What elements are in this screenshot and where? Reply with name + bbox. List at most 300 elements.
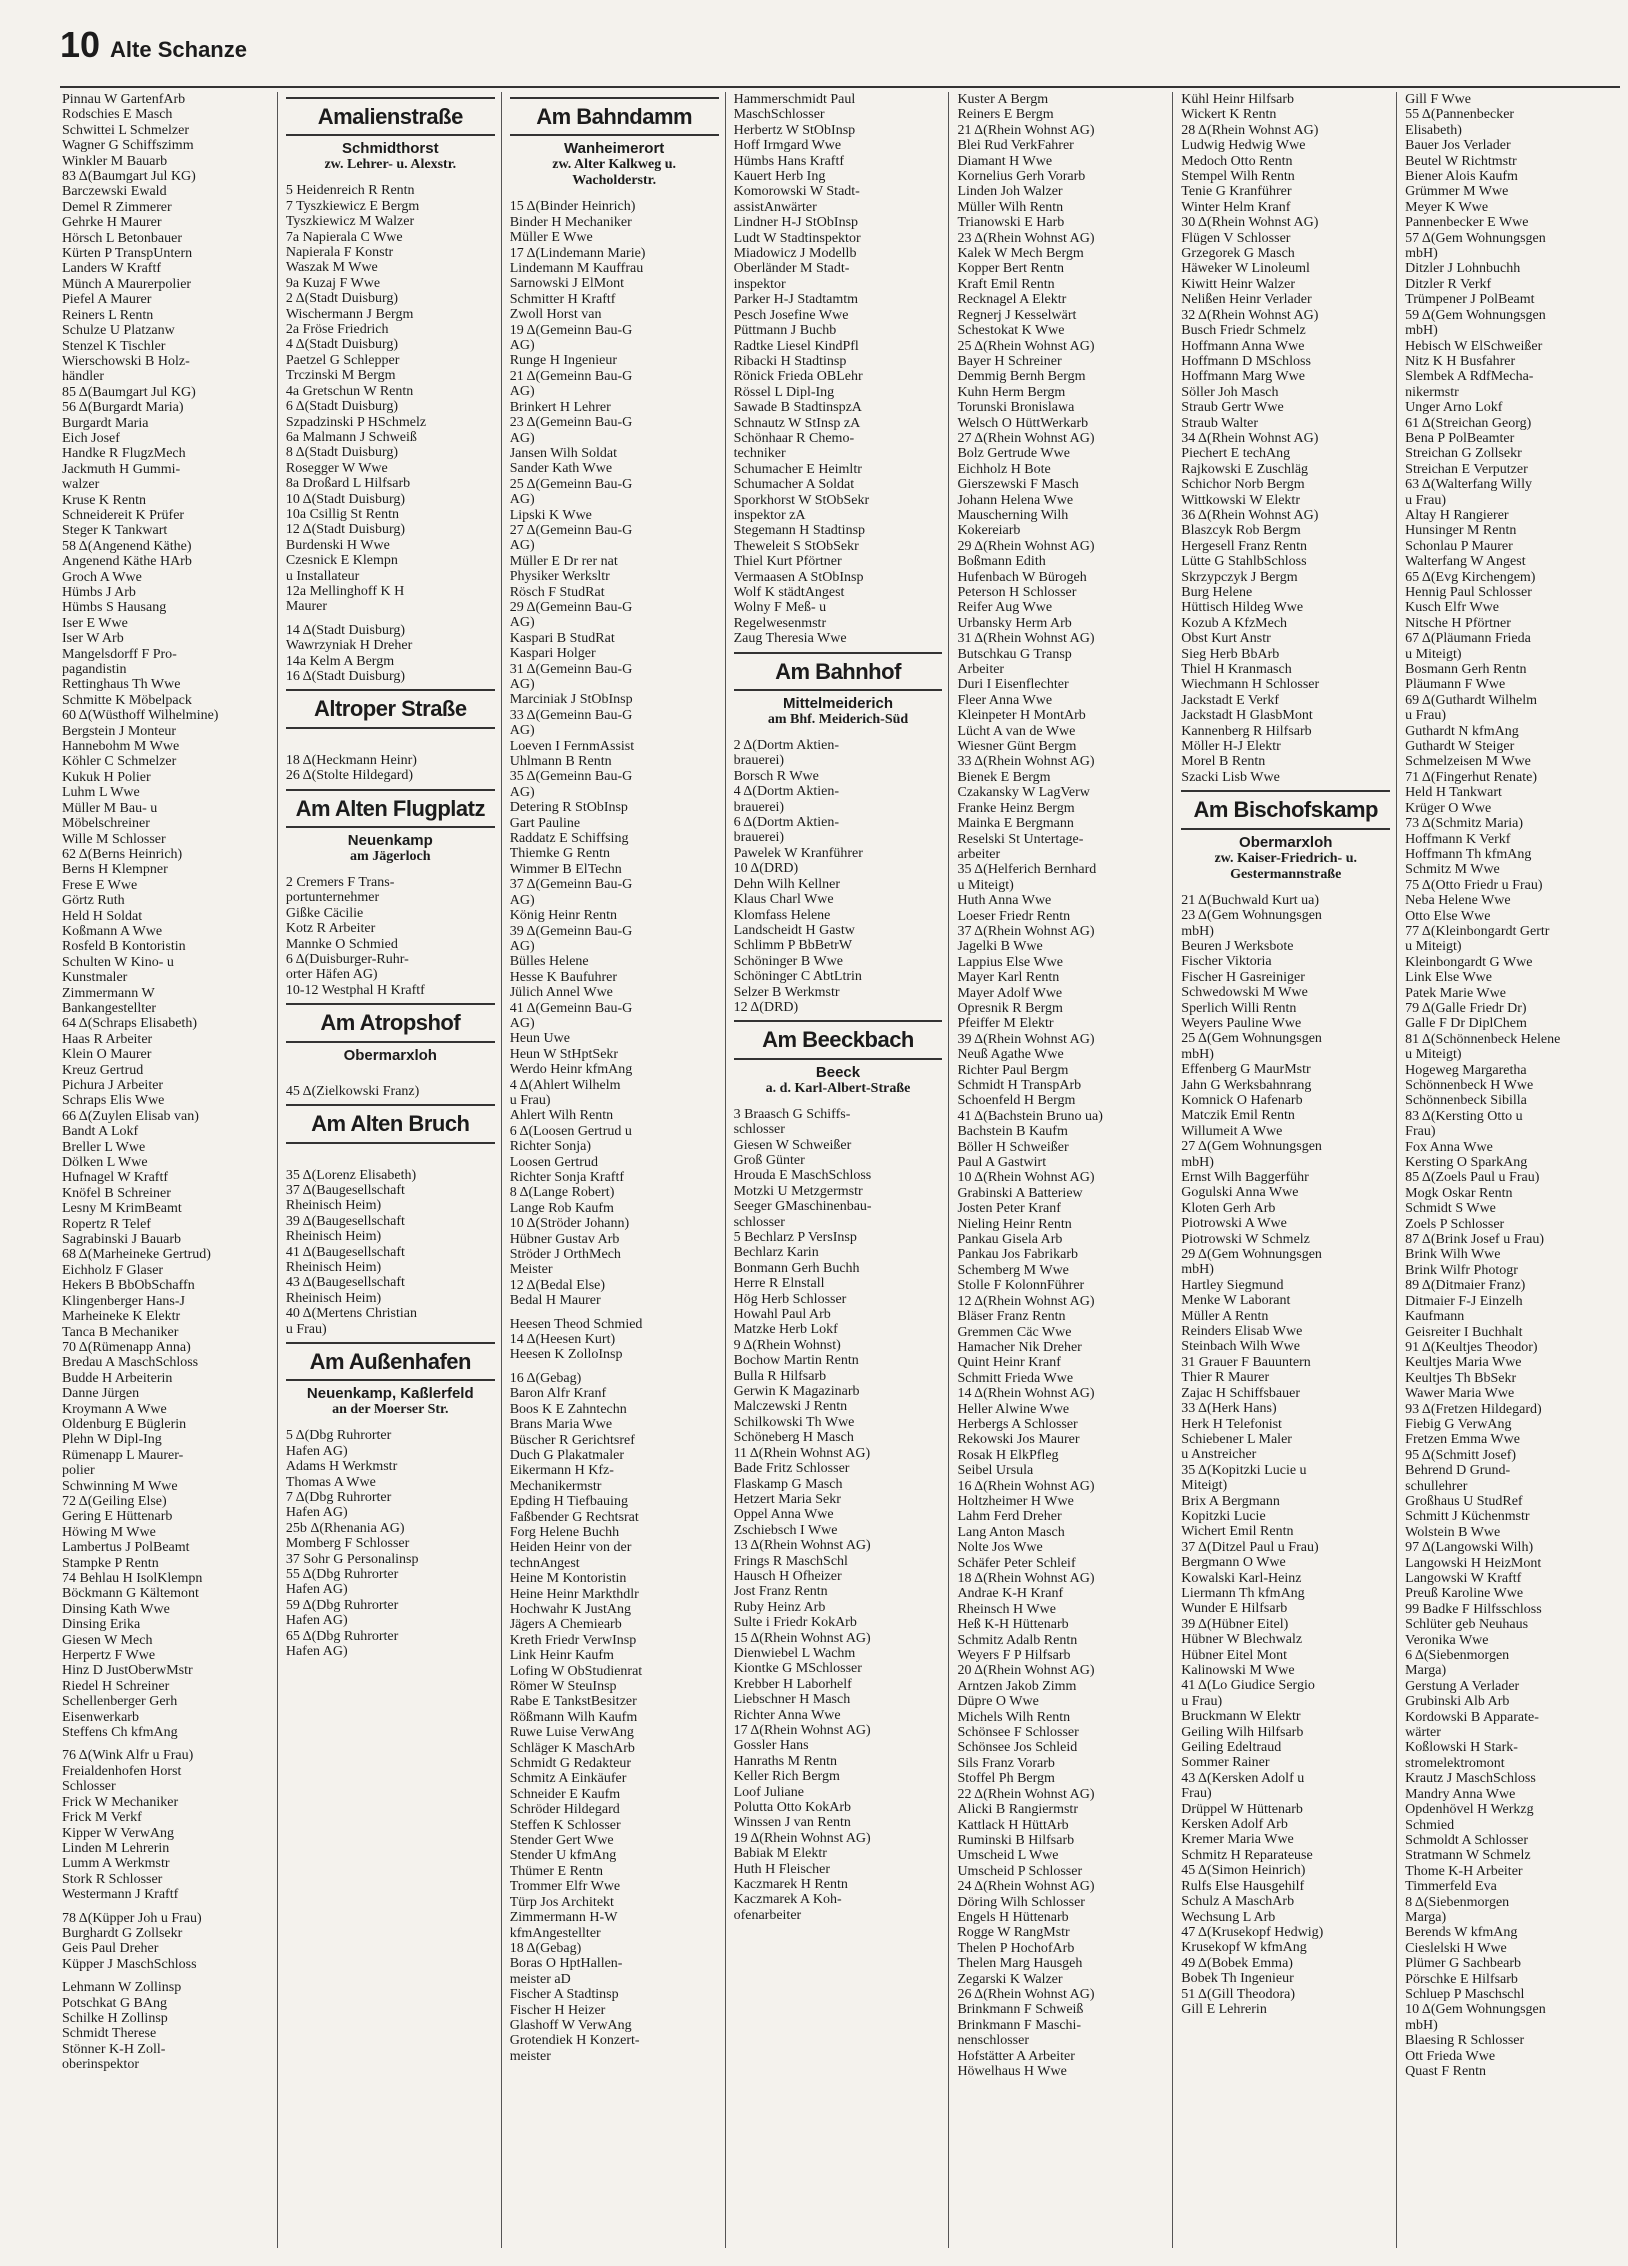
directory-entry: 32 Δ(Rhein Wohnst AG) xyxy=(1181,307,1319,323)
directory-entry: Ruminski B Hilfsarb xyxy=(957,1832,1075,1848)
directory-entry: 21 Δ(Buchwald Kurt ua) xyxy=(1181,892,1319,908)
directory-entry: Demel R Zimmerer xyxy=(62,199,172,215)
street-name: Am Bahnhof xyxy=(775,658,901,684)
directory-entry: Menke W Laborant xyxy=(1181,1293,1291,1309)
directory-entry: Fleer Anna Wwe xyxy=(957,692,1053,708)
directory-entry: 63 Δ(Walterfang Willy xyxy=(1405,477,1532,493)
directory-entry: Stolle F KolonnFührer xyxy=(957,1278,1085,1294)
directory-entry: Kozub A KfzMech xyxy=(1181,615,1288,631)
directory-entry: Steger K Tankwart xyxy=(62,523,168,539)
directory-entry: 41 Δ(Gemeinn Bau-G xyxy=(509,1000,633,1016)
street-rule xyxy=(286,134,495,136)
directory-entry: Rosegger W Wwe xyxy=(285,460,388,476)
directory-entry: Rheinisch Heim) xyxy=(285,1259,382,1275)
directory-entry: portunternehmer xyxy=(285,890,380,906)
directory-entry: Jägers A Chemiearb xyxy=(509,1617,622,1633)
directory-entry: 17 Δ(Rhein Wohnst AG) xyxy=(733,1723,871,1738)
directory-entry: 26 Δ(Stolte Hildegard) xyxy=(285,768,414,784)
directory-entry: Jackstadt E Verkf xyxy=(1181,692,1280,708)
directory-entry: Schmidt Therese xyxy=(62,2026,157,2042)
directory-entry: 9a Kuzaj F Wwe xyxy=(285,275,381,291)
directory-entry: 16 Δ(Rhein Wohnst AG) xyxy=(957,1478,1095,1494)
directory-entry: Müller Wilh Rentn xyxy=(957,199,1064,215)
directory-entry: 12a Mellinghoff K H xyxy=(285,583,405,599)
directory-entry: Streichan E Verputzer xyxy=(1405,461,1528,477)
directory-entry: Klein O Maurer xyxy=(62,1047,152,1063)
directory-entry: Söller Joh Masch xyxy=(1181,384,1279,400)
directory-entry: Reiners E Bergm xyxy=(957,107,1054,123)
directory-entry: Schmitte K Möbelpack xyxy=(62,692,192,708)
directory-entry: AG) xyxy=(509,615,535,631)
directory-entry: Kaufmann xyxy=(1405,1309,1465,1325)
directory-entry: Liermann Th kfmAng xyxy=(1181,1585,1305,1601)
directory-entry: kfmAngestellter xyxy=(509,1925,601,1941)
directory-entry: Brinkmann F Maschi- xyxy=(957,2017,1082,2033)
directory-entry: Krautz J MaschSchloss xyxy=(1405,1771,1536,1787)
directory-entry: Rabe E TankstBesitzer xyxy=(509,1694,637,1710)
directory-entry: Marheineke K Elektr xyxy=(62,1309,181,1325)
directory-entry: Plümer G Sachbearb xyxy=(1405,1956,1522,1972)
directory-entry: Thelen P HochofArb xyxy=(957,1940,1075,1956)
directory-entry: Bade Fritz Schlosser xyxy=(733,1461,850,1477)
directory-entry: Schumacher E Heimltr xyxy=(733,461,862,477)
directory-entry: Brink Wilh Wwe xyxy=(1405,1247,1501,1263)
directory-entry: Schwinning M Wwe xyxy=(62,1478,178,1494)
directory-entry: Döring Wilh Schlosser xyxy=(957,1894,1085,1910)
directory-entry: Eichholz H Bote xyxy=(957,461,1051,477)
header-rule xyxy=(60,86,1620,88)
directory-entry: 4 Δ(Dortm Aktien- xyxy=(733,784,840,800)
directory-entry: Regnerj J Kesselwärt xyxy=(957,307,1077,323)
directory-entry: Skrzypczyk J Bergm xyxy=(1181,569,1298,585)
directory-entry: Dinsing Erika xyxy=(62,1617,141,1633)
directory-entry: AG) xyxy=(509,723,535,739)
directory-entry: Krebber H Laborhelf xyxy=(733,1676,852,1692)
directory-entry: meister xyxy=(509,2048,551,2064)
directory-entry: Frick M Verkf xyxy=(62,1810,142,1826)
directory-entry: 27 Δ(Rhein Wohnst AG) xyxy=(957,430,1095,446)
directory-entry: Wittkowski W Elektr xyxy=(1181,492,1300,508)
directory-entry: Detering R StObInsp xyxy=(509,800,628,816)
directory-entry: 18 Δ(Heckmann Heinr) xyxy=(285,752,417,768)
directory-entry: 68 Δ(Marheineke Gertrud) xyxy=(62,1247,211,1263)
district-name: Beeck xyxy=(815,1063,861,1081)
directory-entry: Walterfang W Angest xyxy=(1405,554,1526,570)
directory-entry: 10a Csillig St Rentn xyxy=(285,506,400,522)
directory-entry: Rosfeld B Kontoristin xyxy=(62,939,186,955)
directory-entry: Recknagel A Elektr xyxy=(957,292,1067,308)
directory-entry: Kuhn Herm Bergm xyxy=(957,384,1066,400)
directory-entry: Boos K E Zahntechn xyxy=(509,1401,627,1417)
directory-entry: Lambertus J PolBeamt xyxy=(62,1540,190,1556)
directory-entry: Rösch F StudRat xyxy=(509,584,605,600)
directory-entry: Cieslelski H Wwe xyxy=(1405,1940,1507,1956)
directory-entry: Schönnenbeck H Wwe xyxy=(1405,1078,1534,1093)
directory-entry: Gart Pauline xyxy=(509,815,581,831)
directory-entry: 85 Δ(Baumgart Jul KG) xyxy=(62,384,196,400)
directory-entry: Johann Helena Wwe xyxy=(957,492,1074,508)
directory-entry: Gierszewski F Masch xyxy=(957,477,1079,493)
directory-entry: Hochwahr K JustAng xyxy=(509,1601,632,1617)
directory-entry: Stegemann H Stadtinsp xyxy=(733,523,866,539)
directory-entry: Höwelhaus H Wwe xyxy=(957,2064,1067,2079)
directory-entry: AG) xyxy=(509,384,535,400)
street-location: zw. Lehrer- u. Alexstr. xyxy=(324,157,457,173)
directory-entry: Römer W SteuInsp xyxy=(509,1679,617,1694)
directory-entry: Straub Walter xyxy=(1181,415,1259,431)
directory-entry: Ruwe Luise VerwAng xyxy=(509,1725,634,1741)
directory-entry: 31 Δ(Rhein Wohnst AG) xyxy=(957,631,1095,647)
directory-entry: 85 Δ(Zoels Paul u Frau) xyxy=(1405,1170,1540,1186)
directory-entry: 11 Δ(Rhein Wohnst AG) xyxy=(733,1445,871,1461)
street-heading xyxy=(286,97,495,173)
directory-entry: 78 Δ(Küpper Joh u Frau) xyxy=(62,1910,202,1926)
directory-entry: 10 Δ(Rhein Wohnst AG) xyxy=(957,1170,1095,1186)
directory-entry: Kroymann A Wwe xyxy=(62,1401,167,1417)
directory-entry: 39 Δ(Gemeinn Bau-G xyxy=(509,923,633,939)
directory-entry: 72 Δ(Geiling Else) xyxy=(62,1493,167,1509)
street-rule xyxy=(286,727,495,729)
directory-entry: Bruckmann W Elektr xyxy=(1181,1709,1301,1725)
directory-entry: Tanca B Mechaniker xyxy=(62,1324,179,1340)
directory-entry: Lücht A van de Wwe xyxy=(957,723,1076,739)
directory-entry: 12 Δ(Bedal Else) xyxy=(509,1277,606,1293)
directory-entry: Opresnik R Bergm xyxy=(957,1000,1063,1016)
directory-entry: stromelektromont xyxy=(1405,1755,1505,1771)
directory-entry: Beutel W Richtmstr xyxy=(1405,153,1517,169)
directory-entry: Borsch R Wwe xyxy=(733,768,819,784)
directory-entry: Schiebener L Maler xyxy=(1181,1431,1292,1447)
directory-entry: Blaesing R Schlosser xyxy=(1405,2033,1525,2049)
directory-entry: Rettinghaus Th Wwe xyxy=(62,677,181,693)
directory-entry: Frings R MaschSchl xyxy=(733,1553,848,1569)
directory-entry: Geiling Edeltraud xyxy=(1181,1740,1282,1756)
directory-entry: Kotz R Arbeiter xyxy=(285,921,376,937)
directory-entry: 35 Δ(Lorenz Elisabeth) xyxy=(285,1167,417,1183)
directory-entry: Wille M Schlosser xyxy=(62,831,166,847)
directory-entry: Bochow Martin Rentn xyxy=(733,1353,859,1369)
directory-entry: u Anstreicher xyxy=(1181,1447,1257,1463)
directory-entry: Opdenhövel H Werkzg xyxy=(1405,1802,1534,1818)
directory-entry: Piechert E techAng xyxy=(1181,446,1291,462)
directory-entry: Szacki Lisb Wwe xyxy=(1181,769,1280,785)
directory-entry: Höwing M Wwe xyxy=(62,1524,156,1540)
directory-entry: 27 Δ(Gem Wohnungsgen xyxy=(1181,1139,1322,1155)
directory-entry: Waszak M Wwe xyxy=(285,260,378,276)
directory-entry: Meyer K Wwe xyxy=(1405,199,1489,215)
street-name: Am Bahndamm xyxy=(536,104,693,129)
directory-entry: Rheinisch Heim) xyxy=(285,1290,382,1306)
directory-entry: Adams H Werkmstr xyxy=(285,1459,398,1475)
street-name: Am Beeckbach xyxy=(762,1027,914,1053)
directory-entry: Gißke Cäcilie xyxy=(285,905,364,921)
directory-entry: u Frau) xyxy=(1405,492,1446,508)
directory-entry: Hümbs J Arb xyxy=(62,585,136,600)
directory-entry: Michels Wilh Rentn xyxy=(957,1709,1071,1725)
directory-entry: Richter Paul Bergm xyxy=(957,1062,1069,1078)
directory-entry: 23 Δ(Rhein Wohnst AG) xyxy=(957,230,1095,246)
directory-entry: 26 Δ(Rhein Wohnst AG) xyxy=(957,1986,1095,2002)
directory-entry: Geisreiter I Buchhalt xyxy=(1405,1324,1523,1340)
directory-entry: Steffen K Schlosser xyxy=(509,1817,621,1833)
street-rule xyxy=(510,97,719,99)
directory-entry: Effenberg G MaurMstr xyxy=(1181,1062,1311,1078)
street-rule xyxy=(286,1342,495,1344)
directory-entry: Schönsee F Schlosser xyxy=(957,1725,1079,1741)
directory-entry: 71 Δ(Fingerhut Renate) xyxy=(1405,769,1538,785)
directory-entry: polier xyxy=(62,1463,95,1479)
directory-entry: Huth H Fleischer xyxy=(733,1861,831,1877)
directory-entry: Ruby Heinz Arb xyxy=(733,1599,826,1615)
directory-entry: Zoels P Schlosser xyxy=(1405,1216,1505,1232)
directory-entry: Hög Herb Schlosser xyxy=(733,1291,847,1307)
directory-entry: Flügen V Schlosser xyxy=(1181,230,1291,246)
directory-entry: Hesse K Baufuhrer xyxy=(509,969,618,985)
directory-entry: Rulfs Else Hausgehilf xyxy=(1181,1878,1305,1894)
directory-entry: Winssen J van Rentn xyxy=(733,1815,851,1831)
directory-entry: Neba Helene Wwe xyxy=(1405,893,1511,909)
directory-entry: Blaszcyk Rob Bergm xyxy=(1181,523,1301,539)
directory-entry: 12 Δ(Rhein Wohnst AG) xyxy=(957,1293,1095,1309)
directory-entry: Matzke Herb Lokf xyxy=(733,1322,838,1338)
directory-entry: 49 Δ(Bobek Emma) xyxy=(1181,1955,1293,1971)
directory-entry: Ludt W Stadtinspektor xyxy=(733,230,861,246)
page-header xyxy=(60,24,247,64)
directory-entry: Mainka E Bergmann xyxy=(957,816,1074,832)
directory-entry: 12 Δ(DRD) xyxy=(733,999,799,1015)
directory-entry: 67 Δ(Pläumann Frieda xyxy=(1405,631,1531,647)
directory-entry: Brans Maria Wwe xyxy=(509,1417,613,1433)
directory-entry: Bienek E Bergm xyxy=(957,769,1051,785)
directory-entry: meister aD xyxy=(509,1971,571,1987)
directory-entry: Schöninger B Wwe xyxy=(733,953,843,969)
directory-entry: Hunsinger M Rentn xyxy=(1405,523,1517,539)
directory-entry: Fischer A Stadtinsp xyxy=(509,1987,619,2003)
directory-entry: 33 Δ(Herk Hans) xyxy=(1181,1401,1277,1417)
directory-entry: Kersken Adolf Arb xyxy=(1181,1817,1288,1833)
directory-entry: Hübner Eitel Mont xyxy=(1181,1647,1288,1663)
directory-entry: 91 Δ(Keultjes Theodor) xyxy=(1405,1339,1538,1355)
directory-entry: Babiak M Elektr xyxy=(733,1846,827,1862)
directory-entry: brauerei) xyxy=(733,830,785,846)
directory-entry: Frau) xyxy=(1405,1124,1436,1140)
directory-entry: Burghardt G Zollsekr xyxy=(62,1925,183,1941)
directory-entry: Rheinsch H Wwe xyxy=(957,1601,1056,1617)
directory-entry: u Installateur xyxy=(285,568,360,584)
directory-entry: Jahn G Werksbahnrang xyxy=(1181,1077,1312,1093)
directory-entry: Pfeiffer M Elektr xyxy=(957,1016,1054,1032)
directory-entry: 56 Δ(Burgardt Maria) xyxy=(62,400,184,416)
directory-entry: Schmidt G Redakteur xyxy=(509,1756,632,1772)
directory-entry: Hoff Irmgard Wwe xyxy=(733,138,842,154)
street-rule xyxy=(1181,790,1390,792)
directory-entry: u Miteigt) xyxy=(1405,939,1462,955)
directory-entry: Bonmann Gerh Buchh xyxy=(733,1260,860,1276)
directory-entry: Mayer Adolf Wwe xyxy=(957,985,1063,1001)
directory-entry: Liebschner H Masch xyxy=(733,1692,851,1708)
directory-entry: 30 Δ(Rhein Wohnst AG) xyxy=(1181,215,1319,231)
directory-entry: Kaczmarek H Rentn xyxy=(733,1877,848,1893)
directory-entry: Jagelki B Wwe xyxy=(957,939,1043,955)
directory-entry: Keultjes Maria Wwe xyxy=(1405,1355,1522,1371)
directory-entry: 37 Sohr G Personalinsp xyxy=(285,1551,419,1567)
directory-entry: Momberg F Schlosser xyxy=(285,1536,410,1552)
directory-entry: händler xyxy=(62,369,104,385)
directory-entry: 3 Braasch G Schiffs- xyxy=(733,1106,851,1122)
directory-entry: Sagrabinski J Bauarb xyxy=(62,1232,181,1248)
directory-entry: Weyers F P Hilfsarb xyxy=(957,1648,1071,1664)
directory-entry: mbH) xyxy=(1405,2017,1438,2033)
directory-entry: Schluep P Maschschl xyxy=(1405,1986,1525,2002)
directory-entry: Link Else Wwe xyxy=(1405,970,1492,986)
directory-entry: 6a Malmann J Schweiß xyxy=(285,429,417,445)
directory-entry: Schilkowski Th Wwe xyxy=(733,1414,855,1430)
directory-entry: 7 Tyszkiewicz E Bergm xyxy=(285,198,420,214)
directory-entry: Berends W kfmAng xyxy=(1405,1925,1518,1941)
directory-entry: Kuster A Bergm xyxy=(957,92,1049,107)
directory-entry: Piotrowski A Wwe xyxy=(1181,1216,1287,1232)
directory-entry: Koßlowski H Stark- xyxy=(1405,1740,1518,1756)
directory-entry: Linden Joh Walzer xyxy=(957,184,1063,200)
directory-entry: Raddatz E Schiffsing xyxy=(509,831,629,847)
directory-entry: AG) xyxy=(509,338,535,354)
directory-entry: Kunstmaler xyxy=(62,970,128,986)
directory-entry: Gerstung A Verlader xyxy=(1405,1678,1520,1694)
directory-entry: Schmitt Frieda Wwe xyxy=(957,1370,1074,1386)
directory-entry: Richter Anna Wwe xyxy=(733,1707,841,1723)
street-location: am Bhf. Meiderich-Süd xyxy=(767,712,909,728)
directory-entry: Schlüter geb Neuhaus xyxy=(1405,1617,1529,1633)
directory-entry: Fiebig G VerwAng xyxy=(1405,1416,1512,1432)
directory-entry: Herbergs A Schlosser xyxy=(957,1416,1078,1432)
directory-entry: Kloten Gerh Arb xyxy=(1181,1200,1276,1216)
directory-entry: Wawer Maria Wwe xyxy=(1405,1386,1515,1402)
directory-entry: Hufnagel W Kraftf xyxy=(62,1170,168,1186)
directory-entry: 15 Δ(Binder Heinrich) xyxy=(509,199,636,215)
directory-entry: 28 Δ(Rhein Wohnst AG) xyxy=(1181,122,1319,138)
directory-entry: Brink Wilfr Photogr xyxy=(1405,1262,1518,1278)
street-rule xyxy=(286,97,495,99)
directory-entry: Straub Gertr Wwe xyxy=(1181,400,1284,416)
directory-entry: Trianowski E Harb xyxy=(957,215,1065,231)
street-rule xyxy=(734,652,943,654)
directory-entry: Arbeiter xyxy=(957,662,1005,678)
directory-entry: Kopitzki Lucie xyxy=(1181,1508,1266,1524)
directory-entry: Burdenski H Wwe xyxy=(285,537,390,553)
directory-entry: Reselski St Untertage- xyxy=(957,831,1084,847)
directory-entry: mbH) xyxy=(1405,323,1438,339)
directory-entry: Kiontke G MSchlosser xyxy=(733,1661,862,1677)
directory-entry: Held H Tankwart xyxy=(1405,785,1502,801)
directory-entry: Marciniak J StObInsp xyxy=(509,692,633,708)
directory-entry: mbH) xyxy=(1181,1046,1214,1062)
directory-entry: Willumeit A Wwe xyxy=(1181,1123,1283,1139)
directory-entry: 93 Δ(Fretzen Hildegard) xyxy=(1405,1401,1542,1417)
street-rule xyxy=(734,1020,943,1022)
directory-entry: Westermann J Kraftf xyxy=(62,1887,179,1903)
directory-entry: Reiners L Rentn xyxy=(62,307,154,323)
directory-entry: Iser W Arb xyxy=(62,631,124,647)
directory-entry: Schestokat K Wwe xyxy=(957,323,1065,339)
directory-entry: Behrend D Grund- xyxy=(1405,1463,1511,1479)
directory-entry: Bauer Jos Verlader xyxy=(1405,138,1511,154)
directory-entry: Lesny M KrimBeamt xyxy=(62,1201,182,1217)
directory-entry: Krusekopf W kfmAng xyxy=(1181,1940,1307,1956)
street-name: Am Außenhafen xyxy=(309,1348,471,1374)
directory-entry: Frau) xyxy=(1181,1786,1212,1802)
directory-entry: Pannenbecker E Wwe xyxy=(1405,215,1529,231)
directory-entry: Galle F Dr DiplChem xyxy=(1405,1016,1527,1032)
directory-entry: Kalek W Mech Bergm xyxy=(957,246,1084,262)
directory-entry: inspektor zA xyxy=(733,507,806,523)
directory-entry: Schäfer Peter Schleif xyxy=(957,1555,1076,1571)
directory-entry: 45 Δ(Zielkowski Franz) xyxy=(285,1083,420,1099)
directory-entry: 35 Δ(Kopitzki Lucie u xyxy=(1181,1462,1307,1478)
directory-entry: 16 Δ(Gebag) xyxy=(509,1370,582,1386)
directory-entry: 41 Δ(Lo Giudice Sergio xyxy=(1181,1678,1315,1694)
directory-entry: Breller L Wwe xyxy=(62,1139,146,1155)
directory-entry: Bobek Th Ingenieur xyxy=(1181,1971,1294,1987)
directory-entry: 74 Behlau H IsolKlempn xyxy=(62,1571,203,1586)
directory-entry: Möbelschreiner xyxy=(62,816,150,832)
directory-entry: Urbansky Herm Arb xyxy=(957,615,1072,631)
directory-entry: Thelen Marg Hausgeh xyxy=(957,1956,1083,1972)
directory-entry: 89 Δ(Ditmaier Franz) xyxy=(1405,1278,1526,1294)
street-rule xyxy=(286,689,495,691)
directory-entry: 35 Δ(Helferich Bernhard xyxy=(957,862,1097,878)
column-2 xyxy=(277,92,501,2248)
directory-entry: Hanraths M Rentn xyxy=(733,1753,838,1769)
directory-entry: Zimmermann W xyxy=(62,985,155,1001)
directory-entry: Hafen AG) xyxy=(285,1613,348,1629)
directory-entry: 43 Δ(Kersken Adolf u xyxy=(1181,1770,1305,1786)
directory-entry: Schmoldt A Schlosser xyxy=(1405,1832,1529,1848)
directory-entry: Werdo Heinr kfmAng xyxy=(509,1062,633,1078)
street-rule xyxy=(1181,828,1390,830)
directory-entry: Bülles Helene xyxy=(509,954,589,970)
directory-entry: 29 Δ(Gem Wohnungsgen xyxy=(1181,1247,1322,1263)
directory-entry: 65 Δ(Evg Kirchengem) xyxy=(1405,569,1536,585)
directory-entry: Piotrowski W Schmelz xyxy=(1181,1231,1310,1247)
directory-entry: Paetzel G Schlepper xyxy=(285,352,400,368)
directory-entry: Pesch Josefine Wwe xyxy=(733,307,849,323)
directory-entry: 7 Δ(Dbg Ruhrorter xyxy=(285,1490,392,1505)
directory-entry: Preuß Karoline Wwe xyxy=(1405,1586,1524,1602)
directory-entry: Morel B Rentn xyxy=(1181,754,1266,770)
directory-entry: 18 Δ(Gebag) xyxy=(509,1940,582,1956)
directory-entry: Haas R Arbeiter xyxy=(62,1031,153,1047)
directory-entry: 87 Δ(Brink Josef u Frau) xyxy=(1405,1232,1545,1248)
directory-entry: Mayer Karl Rentn xyxy=(957,970,1060,986)
directory-entry: Schmitz H Reparateuse xyxy=(1181,1847,1313,1863)
directory-entry: 23 Δ(Gemeinn Bau-G xyxy=(509,415,633,431)
directory-entry: u Miteigt) xyxy=(1405,646,1462,662)
directory-entry: Hammerschmidt Paul xyxy=(733,92,856,107)
directory-entry: 25 Δ(Rhein Wohnst AG) xyxy=(957,338,1095,354)
street-name: Amalienstraße xyxy=(317,104,463,129)
district-name: Obermarxloh xyxy=(1239,833,1333,851)
directory-entry: Jackstadt H GlasbMont xyxy=(1181,708,1313,724)
directory-entry: Selzer B Werkmstr xyxy=(733,984,840,1000)
directory-entry: Stampke P Rentn xyxy=(62,1555,159,1571)
directory-entry: Schlimm P BbBetrW xyxy=(733,938,853,954)
directory-entry: Hebisch W ElSchweißer xyxy=(1405,338,1543,354)
directory-entry: Zwoll Horst van xyxy=(509,307,602,323)
directory-entry: AG) xyxy=(509,538,535,554)
directory-entry: Plehn W Dipl-Ing xyxy=(62,1432,162,1448)
directory-entry: Ernst Wilh Baggerführ xyxy=(1181,1170,1309,1185)
street-rule xyxy=(286,1104,495,1106)
